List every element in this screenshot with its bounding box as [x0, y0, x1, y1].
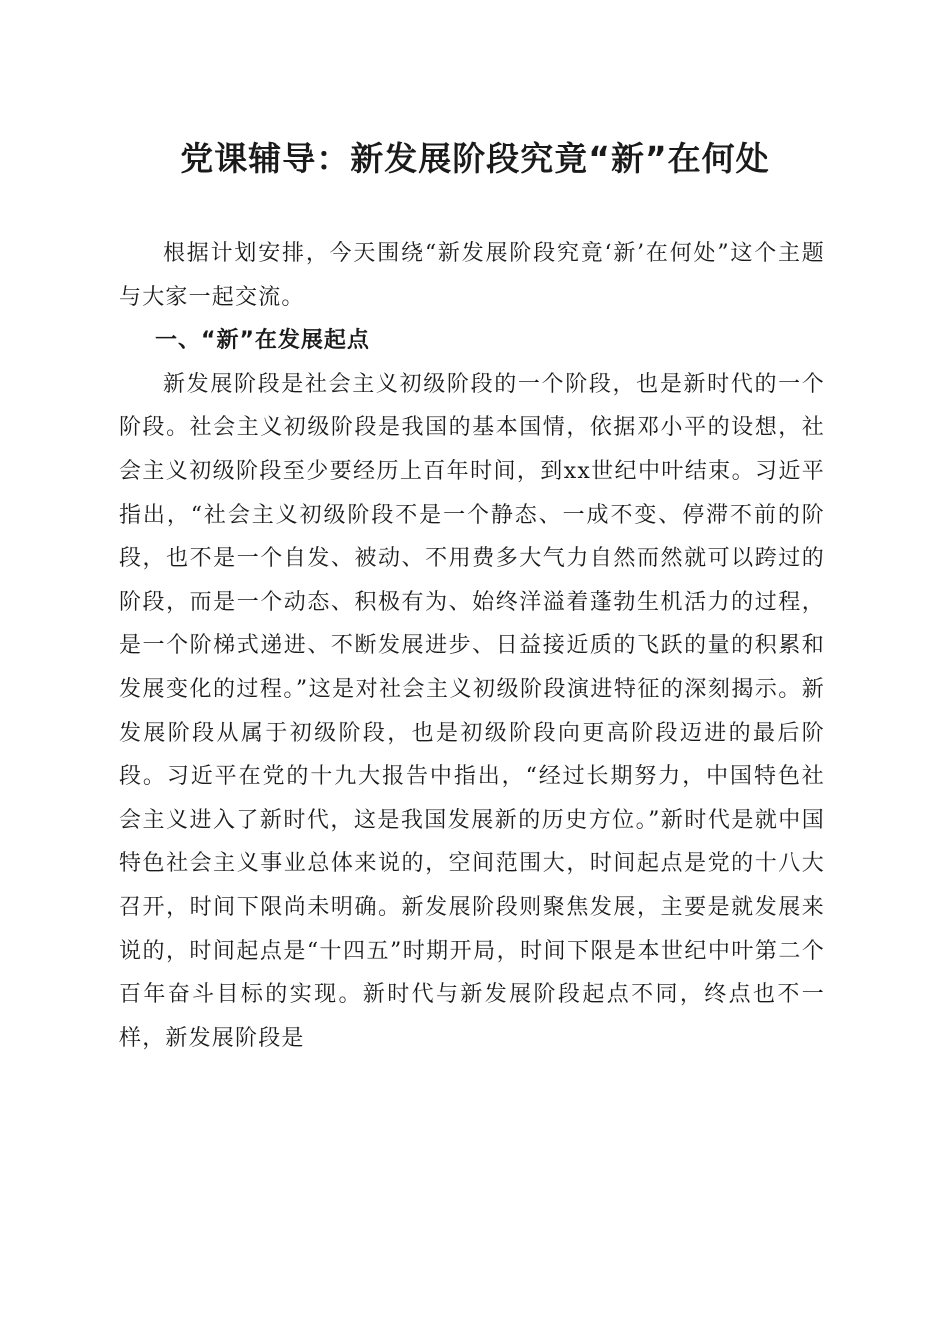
section-paragraph: 新发展阶段是社会主义初级阶段的一个阶段，也是新时代的一个阶段。社会主义初级阶段是我国的基本国情，依据邓小平的设想，社会主义初级阶段至少要经历上百年时间，到xx世纪中叶结束。习近平指出，“社会主义初级阶段不是一个静态、一成不变、停滞不前的阶段，也不是一个自发、被动、不用费多大气力自然而然就可以跨过的阶段，而是一个动态、积极有为、始终洋溢着蓬勃生机活力的过程，是一个阶梯式递进、不断发展进步、日益接近质的飞跃的量的积累和发展变化的过程。”这是对社会主义初级阶段演进特征的深刻揭示。新发展阶段从属于初级阶段，也是初级阶段向更高阶段迈进的最后阶段。习近平在党的十九大报告中指出，“经过长期努力，中国特色社会主义进入了新时代，这是我国发展新的历史方位。”新时代是就中国特色社会主义事业总体来说的，空间范围大，时间起点是党的十八大召开，时间下限尚未明确。新发展阶段则聚焦发展，主要是就发展来说的，时间起点是“十四五”时期开局，时间下限是本世纪中叶第二个百年奋斗目标的实现。新时代与新发展阶段起点不同，终点也不一样，新发展阶段是 — [119, 371, 825, 1051]
document-title: 党课辅导：新发展阶段究竟“新”在何处 — [180, 139, 770, 178]
document-body — [119, 232, 825, 1060]
section-heading: 一、“新”在发展起点 — [155, 328, 370, 354]
intro-paragraph: 根据计划安排，今天围绕“新发展阶段究竟‘新’在何处”这个主题与大家一起交流。 — [119, 241, 825, 310]
